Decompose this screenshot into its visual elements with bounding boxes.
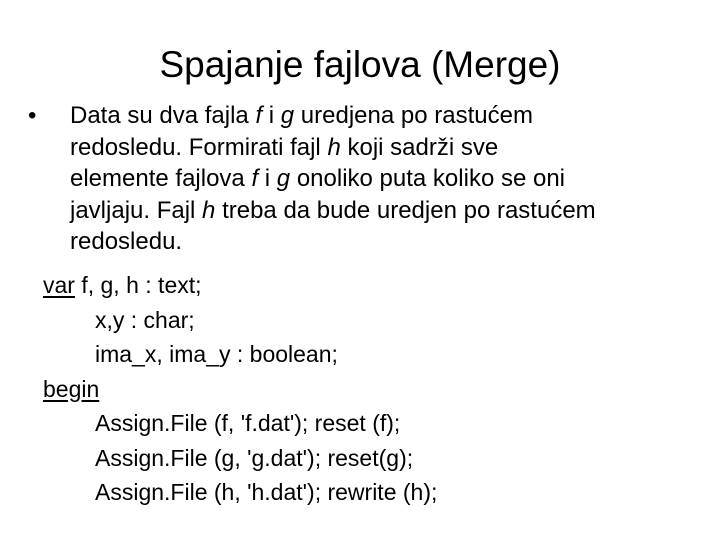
bullet-text-run: elemente fajlova bbox=[70, 165, 252, 193]
code-line-decl-2: ima_x, ima_y : boolean; bbox=[95, 341, 338, 367]
code-line-stmt-2: Assign.File (g, 'g.dat'); reset(g); bbox=[95, 444, 414, 471]
bullet-text-run: javljaju. Fajl bbox=[70, 196, 203, 224]
bullet-text-run: Data su dva fajla bbox=[70, 102, 256, 129]
bullet-line bbox=[70, 163, 708, 195]
keyword-begin: begin bbox=[43, 375, 100, 402]
keyword-var: var bbox=[43, 272, 75, 298]
bullet-line bbox=[70, 100, 708, 132]
code-line-decl-1: x,y : char; bbox=[95, 306, 195, 333]
bullet-paragraph bbox=[28, 100, 708, 258]
bullet-line bbox=[70, 195, 708, 227]
italic-file-name: h bbox=[327, 133, 341, 161]
bullet-text-run: redosledu. Formirati fajl bbox=[70, 133, 328, 161]
bullet-text-run: i bbox=[262, 102, 281, 129]
italic-file-name: g bbox=[276, 165, 291, 193]
bullet-text-run: onoliko puta koliko se oni bbox=[290, 165, 565, 193]
bullet-text-run: i bbox=[258, 165, 277, 193]
bullet-text-run: koji sadrži sve bbox=[340, 133, 499, 161]
code-line-stmt-3: Assign.File (h, 'h.dat'); rewrite (h); bbox=[95, 479, 438, 505]
bullet-marker: • bbox=[28, 102, 37, 129]
italic-file-name: f bbox=[251, 165, 259, 193]
bullet-text-run: treba da bude uredjen po rastućem bbox=[215, 196, 596, 224]
bullet-text-run: uredjena po rastućem bbox=[294, 102, 533, 129]
bullet-text-run: redosledu. bbox=[70, 228, 183, 256]
code-line-stmt-1: Assign.File (f, 'f.dat'); reset (f); bbox=[95, 410, 401, 436]
slide-title: Spajanje fajlova (Merge) bbox=[159, 44, 561, 85]
var-declaration: f, g, h : text; bbox=[74, 272, 202, 298]
code-block bbox=[43, 268, 703, 510]
italic-file-name: f bbox=[255, 102, 263, 129]
bullet-text bbox=[70, 100, 708, 258]
bullet-line bbox=[70, 132, 708, 164]
code-line-begin bbox=[43, 372, 703, 407]
code-line-var bbox=[43, 268, 703, 303]
bullet-line bbox=[70, 226, 708, 258]
italic-file-name: h bbox=[202, 196, 216, 224]
italic-file-name: g bbox=[280, 102, 295, 129]
